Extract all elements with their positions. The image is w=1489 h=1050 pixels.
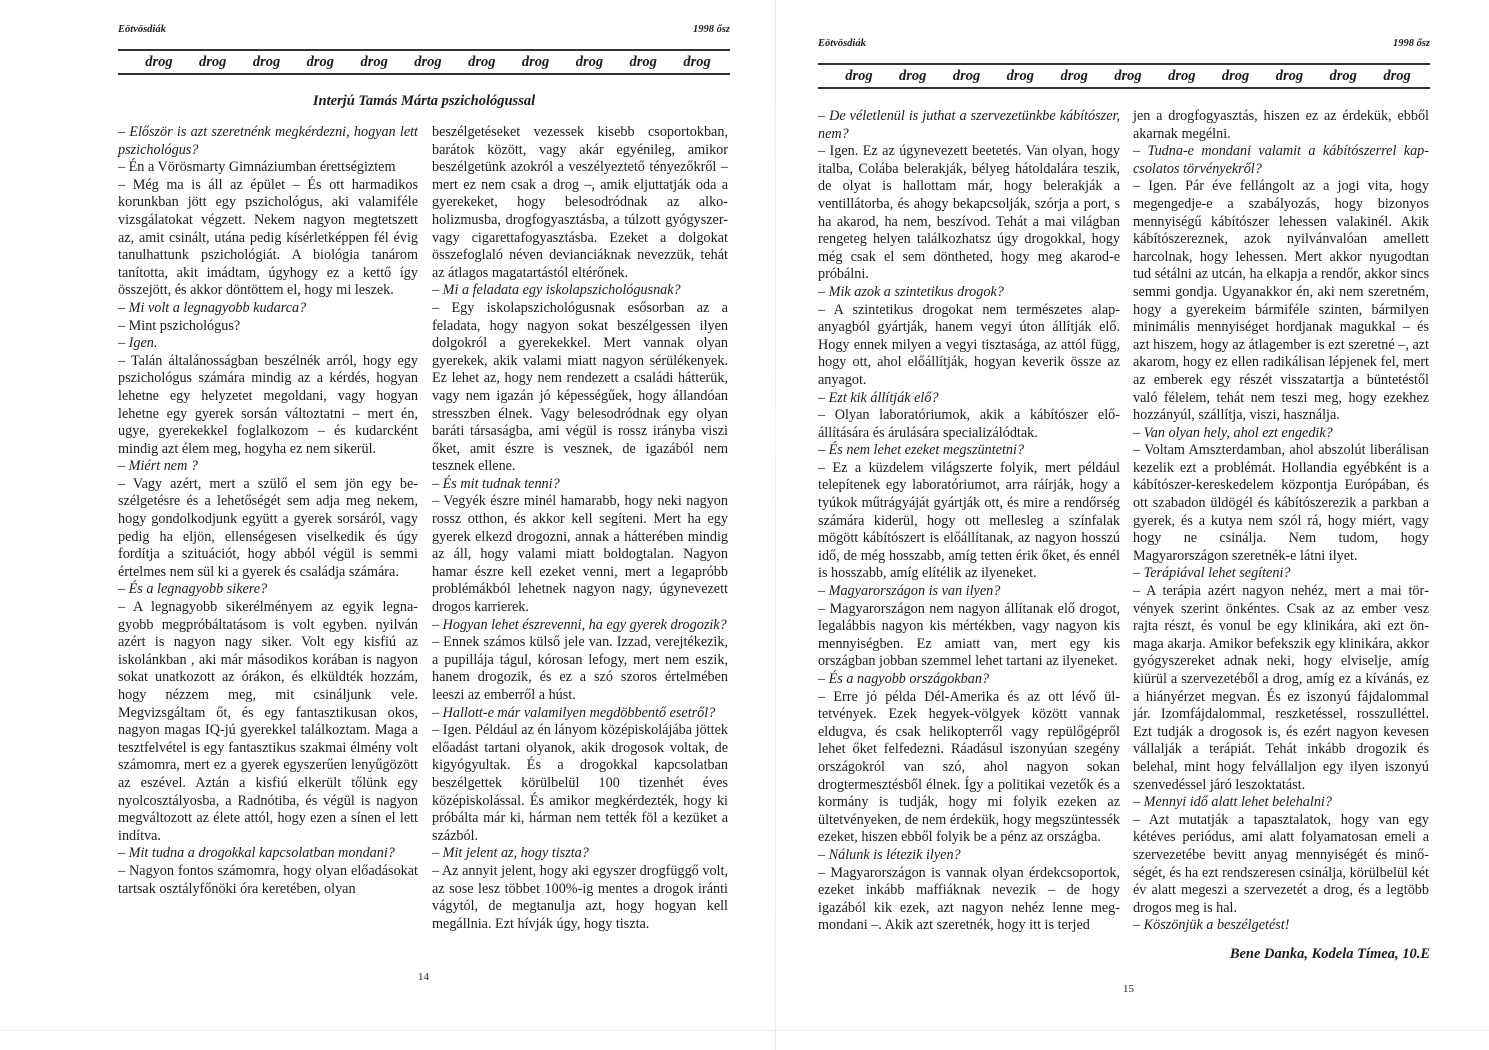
interview-question: – Hallott-e már valamilyen megdöbbentő esetről?: [432, 704, 716, 721]
interview-answer: – Igen. Pár éve fellángolt az a jogi vita, hogy megengedje-e a szabályozás, hogy bizonyos mennyiségű kábítószer lehessen valakinél. Akik kábítószereznek, azok nyilvánvalóan amellett harcolnak, hogy lehessen. Mert akkor nyugodtan tud sétálni az utcán, ha elkapja a rendőr, akkor sincs semmi gondja. Ugyanakkor én, aki nem szeretném, hogy a gyerekeim bármiféle szinten, bármilyen minimális mennyiséget hordjanak magukkal – és azt hiszem, hogy az átlagember is ezt szeretné –, azt akarom, hogy ez ellen radikálisan lépjenek fel, mert az emberek egy részét visszatartja a büntetéstől való félelem, tehát nem teszi meg, hogy ezekhez hozzányúl, szállítja, viszi, használja.: [1133, 178, 1429, 424]
issue-label: 1998 ősz: [692, 24, 730, 35]
interview-answer: – A terápia azért nagyon nehéz, mert a mai törvények szerint önkéntes. Csak az az ember vesz rajta részt, és vonul be egy klinikára, aki ezt önmaga akarja. Amikor befekszik egy klinikára, akkor gyógyszereket adnak neki, hogy elviselje, amíg kiürül a szervezetéből a drog, amíg ez a kívánás, ez a hiányérzet megvan. És ez iszonyú fájdalommal jár. Izomfájdalommal, reszketéssel, rosszulléttel. Ezt tudják a drogosok is, és ezért nagyon kevesen vállalják a terápiát. Tehát inkább drogozik és belehal, mint hogy felvállaljon egy ilyen iszonyú szenvedéssel járó leszoktatást.: [1133, 583, 1429, 793]
band-word: drog: [1006, 68, 1035, 84]
interview-question: – És a nagyobb országokban?: [818, 671, 990, 687]
interview-answer: – Voltam Amszterdamban, ahol abszolút liberálisan kezelik ezt a problémát. Hollandia egyébként is a kábítószer-kereskedelem központja Európában, és ott szabadon üldögél és kábítószerezik a parkban a gyerek, és a kutya nem szól rá, hogy miért, vagy hogy ne csinálja. Nem tudom, hogy Magyarországon szeretnék-e látni ilyet.: [1133, 442, 1429, 564]
page-fold-line: [775, 0, 776, 1050]
interview-question: – De véletlenül is juthat a szervezetünkbe kábítószer, nem?: [818, 108, 1120, 142]
interview-answer: – Egy iskolapszichológusnak esősorban az a feladata, hogy nagyon sokat beszélgessen ilyen dolgokról a gyerekekkel. Mert vannak olyan gyerekek, akik valami miatt nagyon sérülékenyek. Ez lehet az, hogy nem rendezett a családi hátterük, vagy nem igazán jó képességűek, hogy állandóan stresszben élnek. Vagy belesodródnak egy olyan baráti társaságba, ami végül is rossz irányba viszi őket, amit észre is vesznek, de igazából nem tesznek ellene.: [432, 299, 728, 475]
interview-answer: – Még ma is áll az épület – És ott harmadikos korunkban jött egy pszichológus, aki valamiféle vizsgálatokat végzett. Nekem nagyon megtetszett az, amit csinált, utána pedig kísérletképpen fél évig tanulhattunk pszichológiát. A biológia tanárom tanította, akit imádtam, úgyhogy ez a kettő így összejött, és akkor döntöttem el, hogy mi leszek.: [118, 176, 418, 299]
interview-question: – Terápiával lehet segíteni?: [1133, 565, 1291, 582]
interview-answer: – Mint pszichológus?: [118, 317, 241, 334]
band-word: drog: [252, 54, 281, 70]
interview-answer: jen a drogfogyasztás, hiszen ez az érdekük, ebből akarnak megélni.: [1133, 108, 1429, 142]
interview-answer: – Az annyit jelent, hogy aki egyszer drogfüggő volt, az sose lesz többet 100%-ig mentes a drogok iránti vágytól, de megtanulja azt, hogy hogyan kell megállnia. Ezt hívják úgy, hogy tiszta.: [432, 862, 728, 932]
band-word: drog: [1221, 68, 1250, 84]
band-word: drog: [1275, 68, 1304, 84]
band-word: drog: [414, 54, 442, 70]
band-word: drog: [629, 54, 657, 70]
interview-answer: – Erre jó példa Dél-Amerika és az ott lévő ültetvények. Ezek hegyek-völgyek között vannak eldugva, és csak helikopterről vagy repülőgépről lehet őket felfedezni. Ráadásul iszonyúan szegény országokról van szó, ahol nagyon sokan drogtermesztésből élnek. Így a politikai vezetők és a kormány is tudják, hogy mi folyik ezeken az ültetvényeken, de nem érdekük, hogy megszüntessék ezeket, hiszen ebből folyik be a pénz az országba.: [818, 688, 1120, 846]
interview-question: – Mik azok a szintetikus drogok?: [818, 283, 1004, 300]
band-word: drog: [145, 54, 173, 70]
interview-question: – Mi a feladata egy iskolapszichológusnak?: [432, 282, 681, 299]
interview-question: – Igen.: [118, 335, 158, 352]
page-number: 15: [1123, 983, 1134, 995]
band-word: drog: [1060, 68, 1088, 84]
band-word: drog: [360, 54, 388, 70]
interview-answer: – Ennek számos külső jele van. Izzad, verejtékezik, a pupillája tágul, kórosan lefogy, mert nem eszik, hanem drogozik, és ez a szó szoros értelmében leeszi az emberről a húst.: [432, 634, 728, 703]
band-word: drog: [1168, 68, 1196, 84]
band-word: drog: [952, 68, 981, 84]
interview-answer: – Magyarországon is vannak olyan érdekcsoportok, ezeket inkább maffiáknak nevezik – de hogy igazából kik ezek, azt nagyon nehéz lenne megmondani –. Akik azt szeretnék, hogy itt is terjed: [818, 864, 1120, 934]
band-word: drog: [199, 54, 227, 70]
interview-question: – És nem lehet ezeket megszüntetni?: [818, 442, 1025, 459]
interview-answer: – Ez a küzdelem világszerte folyik, mert például telepítenek egy laboratóriumot, arra ráírják, hogy a tyúkok műtrágyáját gyártják ott, és mire a rendőrség számára kiderül, hogy ott mellesleg a színfalak mögött kábítószert is előállítanak, az nagyon hosszú idő, de még hosszabb, amíg tetten érik őket, és ennél is hosszabb, amíg elítélik az ilyeneket.: [818, 459, 1120, 582]
text-column-1: [118, 124, 418, 898]
text-column-2: [432, 124, 728, 933]
interview-question: – Ezt kik állítják elő?: [818, 389, 939, 406]
page-14: [118, 0, 730, 1050]
interview-answer: beszélgetéseket vezessek kisebb csoportokban, barátok között, vagy akár egyénileg, amikor beszélgetünk azokról a veszélyeztető tényezőkről – mert ez nem csak a drog –, amik eljuttatják oda a gyerekeket, hogy belesodródnak az alkoholizmusba, drogfogyasztásba, a túlzott gyógyszer- vagy cigarettafogyasztásba. Ezeket a dolgokat összefoglaló néven devianciáknak nevezzük, tehát az átlagos magatartástól eltérőnek.: [432, 124, 728, 281]
interview-question: – Miért nem ?: [118, 458, 198, 475]
interview-answer: – Vagy azért, mert a szülő el sem jön egy beszélgetésre és a lehetőségét sem adja meg nekem, hogy gondolkodjunk együtt a gyerek sorsáról, vagy pedig ha eljön, ellenségesen viselkedik és úgy fordítja a szituációt, hogy abból végül is semmi értelmes nem sül ki a gyerek és családja számára.: [118, 475, 418, 580]
interview-question: – Hogyan lehet észrevenni, ha egy gyerek drogozik?: [432, 616, 727, 633]
band-word: drog: [575, 54, 604, 70]
band-word: drog: [1383, 68, 1411, 84]
interview-answer: – Olyan laboratóriumok, akik a kábítószer előállítására és árulására specializálódtak.: [818, 407, 1120, 441]
band-word: drog: [845, 68, 873, 84]
interview-answer: – Nagyon fontos számomra, hogy olyan előadásokat tartsak osztályfőnöki óra keretében, olyan: [118, 862, 418, 897]
article-title: Interjú Tamás Márta pszichológussal: [312, 93, 536, 109]
interview-question: – Először is azt szeretnénk megkérdezni, hogyan lett pszichológus?: [118, 124, 418, 158]
interview-answer: – Igen. Például az én lányom középiskolájába jöttek előadást tartani olyanok, akik drogosok voltak, de kigyógyultak. És a drogokkal kapcsolatban beszélgettek körülbelül 100 tizenhét éves középiskolással. És amikor megkérdezték, hogy ki próbálta már ki, hárman nem tették föl a kezüket a százból.: [432, 722, 728, 844]
issue-label: 1998 ősz: [1392, 38, 1430, 49]
interview-question: – Tudna-e mondani valamit a kábítószerrel kapcsolatos törvényekről?: [1133, 143, 1429, 177]
interview-question: – És a legnagyobb sikere?: [118, 581, 268, 598]
band-word: drog: [1329, 68, 1357, 84]
interview-question: – Van olyan hely, ahol ezt engedik?: [1133, 424, 1333, 441]
band-word: drog: [1114, 68, 1142, 84]
band-word: drog: [306, 54, 335, 70]
interview-question: – Mi volt a legnagyobb kudarca?: [118, 299, 307, 316]
interview-answer: – Igen. Ez az úgynevezett beetetés. Van olyan, hogy italba, Colába belerakják, bélyeg hátoldalára teszik, de olyat is hallottam már, hogy belerakják a ventillátorba, és ahogy bekapcsolják, szórja a port, s ha akarod, ha nem, beszívod. Tehát a mai világban rengeteg helyen találkozhatsz úgy drogokkal, hogy még csak el sem döntheted, hogy meg akarod-e próbálni.: [818, 143, 1120, 283]
section-band: [118, 49, 730, 75]
band-word: drog: [683, 54, 711, 70]
author-byline: Bene Danka, Kodela Tímea, 10.E: [1229, 946, 1430, 962]
journal-name: Eötvösdiák: [818, 38, 866, 49]
band-word: drog: [521, 54, 550, 70]
interview-answer: – A szintetikus drogokat nem természetes alapanyagból gyártják, hanem vegyi úton állítják elő. Hogy ennek milyen a vegyi tisztasága, az attól függ, hogy ott, ahol előállítják, hogyan keverik össze az anyagot.: [818, 301, 1120, 388]
interview-question: – Nálunk is létezik ilyen?: [818, 846, 961, 863]
interview-question: – Magyarországon is van ilyen?: [818, 583, 1001, 600]
band-word: drog: [899, 68, 927, 84]
interview-answer: – Talán általánosságban beszélnék arról, hogy egy pszichológus számára mindig az a kérdés, hogyan lehetne egy helyzetet megoldani, vagy hogyan lehetne egy gyerek sorsán változtatni – mert én, ugye, gyerekekkel foglalkozom – és kudarcként mindig azt élem meg, hogyha ez nem sikerül.: [118, 352, 418, 457]
section-band: [818, 63, 1430, 89]
interview-question: – Mennyi idő alatt lehet belehalni?: [1133, 794, 1332, 811]
interview-answer: – Azt mutatják a tapasztalatok, hogy van egy kétéves periódus, ami alatt folyamatosan emeli a szervezetébe bevitt anyag mennyiségét és minőségét, és ha ezt rendszeresen csinálja, körülbelül két év alatt megeszi a szervezetét a drog, és a legtöbb drogos meg is hal.: [1133, 811, 1429, 916]
page-15: [818, 0, 1430, 1050]
text-column-2: [1133, 108, 1429, 935]
journal-name: Eötvösdiák: [118, 24, 166, 35]
band-word: drog: [468, 54, 496, 70]
interview-question: – És mit tudnak tenni?: [432, 475, 560, 492]
interview-question: – Mit jelent az, hogy tiszta?: [432, 845, 589, 862]
text-column-1: [818, 108, 1120, 935]
interview-question: – Köszönjük a beszélgetést!: [1133, 917, 1290, 934]
interview-question: – Mit tudna a drogokkal kapcsolatban mondani?: [118, 845, 395, 862]
interview-answer: – Én a Vörösmarty Gimnáziumban érettségiztem: [118, 159, 396, 176]
interview-answer: – Vegyék észre minél hamarabb, hogy neki nagyon rossz otthon, és akkor kell segíteni. Mert ha egy gyerek elkezd drogozni, annak a hátterében mindig az áll, hogy valami miatt boldogtalan. Nagyon hamar észre kell ezeket venni, mert a legapróbb problémákból lehetnek nagyon nagy, úgynevezett drogos karrierek.: [432, 493, 728, 616]
page-number: 14: [418, 971, 429, 983]
interview-answer: – A legnagyobb sikerélményem az egyik legnagyobb megpróbáltatásom is volt egyben. nyilván azért is nagyon nagy siker. Volt egy kisfiú az iskolánkban , aki már másodikos korában is nagyon sokat unatkozott az órákon, és elküldték hozzám, hogy nézzem meg, mit csináljunk vele. Megvizsgáltam őt, és egy fantasztikusan okos, nagyon magas IQ-jú gyerekkel találkoztam. Maga a tesztfelvétel is egy fantasztikus szakmai élmény volt számomra, mert ez a gyerek egyszerűen lenyűgözött az eszével. Aztán a kisfiú elkerült tőlünk egy nyolcosztályosba, a Radnótiba, és végül is nagyon megváltozott az élete attól, hogy ezen a sínen el lett indítva.: [118, 599, 418, 844]
interview-answer: – Magyarországon nem nagyon állítanak elő drogot, legalábbis nagyon kis mértékben, vagy nagyon kis mennyiségben. Ez amiatt van, mert egy kis országban jobban szemmel lehet tartani az ilyeneket.: [818, 600, 1120, 670]
